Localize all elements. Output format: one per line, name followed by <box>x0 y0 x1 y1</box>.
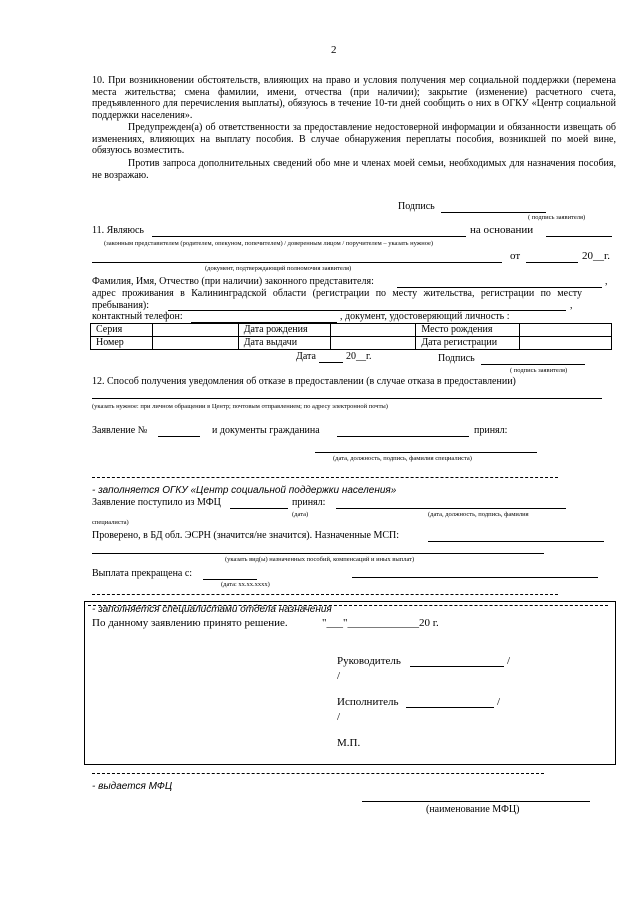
statement-hint: (дата, должность, подпись, фамилия специалиста) <box>333 455 472 462</box>
received-accepted-label: принял: <box>292 497 326 508</box>
birth-date-field[interactable] <box>330 324 416 337</box>
phone-label: контактный телефон: <box>92 311 183 322</box>
msp-field-line2[interactable] <box>92 553 544 554</box>
notification-method-field[interactable] <box>92 398 602 399</box>
mfc-hint: (наименование МФЦ) <box>426 804 520 815</box>
am-hint: (законным представителем (родителем, опекуном, попечителем) / доверенным лицом / поручителем – указать нужное) <box>104 240 434 247</box>
am-label: 11. Являюсь <box>92 225 144 236</box>
divider <box>92 477 558 478</box>
received-date-hint: (дата) <box>292 511 309 518</box>
registration-date-field[interactable] <box>520 337 612 350</box>
stopped-date-hint: (дата: хх.хх.хххх) <box>221 581 270 588</box>
checked-label: Проверено, в БД обл. ЭСРН (значится/не значится). Назначенные МСП: <box>92 530 400 541</box>
received-specialist-field[interactable] <box>336 508 566 509</box>
from-date-field[interactable] <box>526 262 578 263</box>
received-date-field[interactable] <box>230 508 288 509</box>
executor-slash: / <box>497 696 501 708</box>
signature2-hint: ( подпись заявителя) <box>510 367 568 374</box>
date-field[interactable] <box>319 362 343 363</box>
from-label: от <box>510 250 521 262</box>
table-cell: Дата регистрации <box>416 337 520 350</box>
stopped-specialist-field[interactable] <box>352 577 598 578</box>
document-hint: (документ, подтверждающий полномочия заявителя) <box>205 265 352 272</box>
statement-accepted-label: принял: <box>474 425 508 436</box>
stamp-label: М.П. <box>337 737 361 749</box>
signature2-label: Подпись <box>438 353 475 364</box>
executor-label: Исполнитель <box>337 696 399 708</box>
mfc-name-field[interactable] <box>362 801 590 802</box>
section12-hint: (указать нужное: при личном обращении в Центр; почтовым отправлением; по адресу электронной почты) <box>92 403 388 410</box>
basis-label: на основании <box>470 224 534 236</box>
address-label: адрес проживания в Калининградской области (регистрации по месту жительства, регистрации по месту пребывания): <box>92 288 582 311</box>
msp-hint: (указать вид(ы) назначенных пособий, компенсаций и иных выплат) <box>225 556 415 563</box>
statement-number-field[interactable] <box>158 436 200 437</box>
date-label: Дата <box>296 351 316 362</box>
section12-title: 12. Способ получения уведомления об отказе в предоставлении (в случае отказа в предоставлении) <box>92 376 516 387</box>
id-document-label: , документ, удостоверяющий личность : <box>340 311 510 322</box>
section10-paragraph3: Против запроса дополнительных сведений обо мне и членах моей семьи, необходимых для назначения пособия, не возражаю. <box>92 158 616 181</box>
table-cell: Дата рождения <box>238 324 330 337</box>
head-slash2: / <box>337 670 341 682</box>
statement-docs-label: и документы гражданина <box>212 425 320 436</box>
table-row <box>91 337 612 350</box>
signature1-hint: ( подпись заявителя) <box>528 214 586 221</box>
stopped-date-field[interactable] <box>203 579 257 580</box>
series-field[interactable] <box>152 324 238 337</box>
table-row <box>91 324 612 337</box>
ogku-heading: - заполняется ОГКУ «Центр социальной поддержки населения» <box>92 485 397 496</box>
received-specialist-hint: (дата, должность, подпись, фамилия <box>428 511 529 518</box>
citizen-name-field[interactable] <box>337 436 469 437</box>
executor-slash2: / <box>337 711 341 723</box>
section10-paragraph2: Предупрежден(а) об ответственности за предоставление недостоверной информации и обязанности извещать об изменениях, влияющих на выплату пособия. В случае обнаружения переплаты пособия, возникшей по моей вине, обязуюсь возместить. <box>92 122 616 156</box>
signature1-field[interactable] <box>441 212 546 213</box>
head-signature-field[interactable] <box>410 666 504 667</box>
head-label: Руководитель <box>337 655 401 667</box>
birth-place-field[interactable] <box>520 324 612 337</box>
signature2-field[interactable] <box>481 364 585 365</box>
fio-label: Фамилия, Имя, Отчество (при наличии) законного представителя: <box>92 276 374 287</box>
am-field[interactable] <box>152 236 466 237</box>
date-year: 20__г. <box>346 351 372 362</box>
received-label: Заявление поступило из МФЦ <box>92 497 221 508</box>
table-cell: Номер <box>91 337 153 350</box>
divider <box>92 594 558 595</box>
statement-label: Заявление № <box>92 425 148 436</box>
section10-paragraph1: 10. При возникновении обстоятельств, влияющих на право и условия получения мер социальной поддержки (перемена места жительства; смена фамилии, имени, отчества (при наличии); закрытие (изменение) расчетного счета, предъявленного для перечисления выплаты), обязуюсь в течение 10-ти дней сообщить о них в ОГКУ «Центр социальной поддержки населения». <box>92 75 616 121</box>
basis-field[interactable] <box>546 236 612 237</box>
id-document-table <box>90 323 612 350</box>
issue-date-field[interactable] <box>330 337 416 350</box>
number-field[interactable] <box>152 337 238 350</box>
year-label: 20__г. <box>582 250 611 262</box>
table-cell: Дата выдачи <box>238 337 330 350</box>
head-slash: / <box>507 655 511 667</box>
signature1-label: Подпись <box>398 201 435 212</box>
mfc-heading: - выдается МФЦ <box>92 781 173 792</box>
decision-date[interactable]: "___"_____________20 г. <box>322 617 439 629</box>
statement-specialist-field[interactable] <box>315 452 537 453</box>
table-cell: Серия <box>91 324 153 337</box>
received-specialist-hint2: специалиста) <box>92 519 129 526</box>
decision-label: По данному заявлению принято решение. <box>92 617 288 629</box>
executor-signature-field[interactable] <box>406 707 494 708</box>
msp-field[interactable] <box>428 541 604 542</box>
stopped-label: Выплата прекращена с: <box>92 568 193 579</box>
assignment-heading: - заполняется специалистами отдела назначения <box>92 604 332 615</box>
page-number: 2 <box>331 44 337 56</box>
divider <box>92 773 544 774</box>
document-field[interactable] <box>92 262 502 263</box>
table-cell: Место рождения <box>416 324 520 337</box>
